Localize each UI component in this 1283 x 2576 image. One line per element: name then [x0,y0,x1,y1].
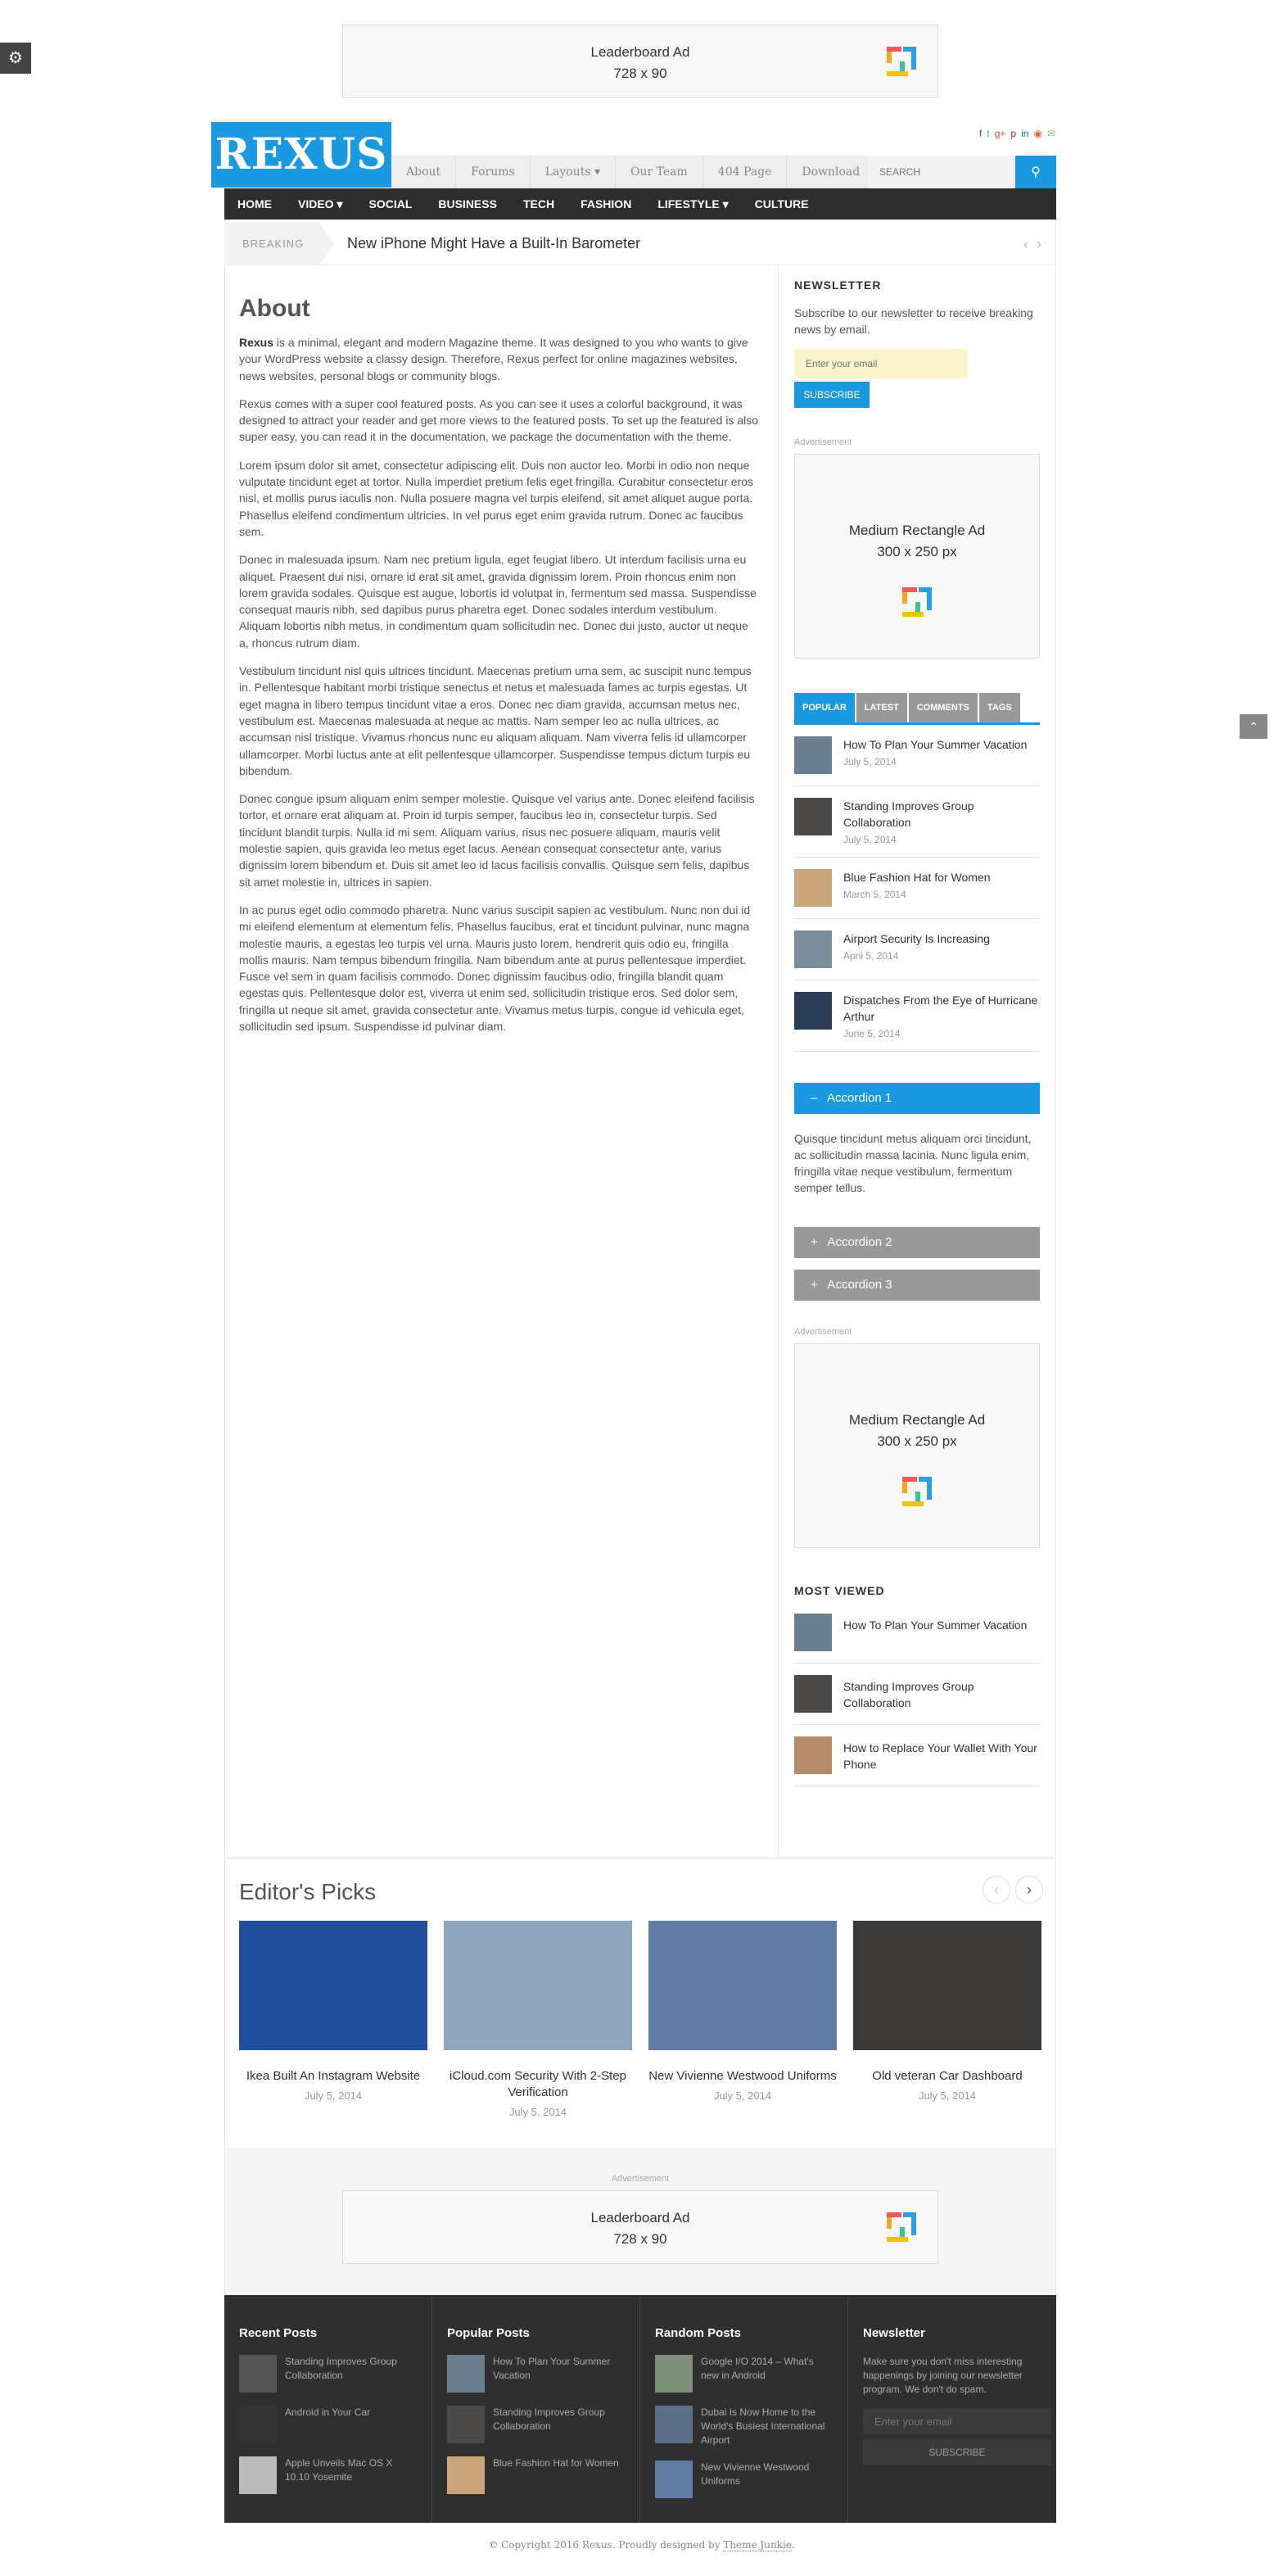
editors-pick-card[interactable] [648,1921,837,2118]
editors-pick-card[interactable] [444,1921,632,2118]
ad-logo-icon [883,43,919,79]
post-title[interactable]: How To Plan Your Summer Vacation [843,738,1028,751]
pinterest-icon[interactable]: p [1010,128,1017,139]
list-item[interactable] [794,1725,1040,1786]
footer-thumbnail[interactable] [239,2406,277,2443]
copyright-text: © Copyright 2016 Rexus. Proudly designed by [488,2539,724,2551]
footer-email-input[interactable] [863,2408,1051,2434]
post-thumbnail[interactable] [794,992,832,1030]
footer-recent-posts [224,2295,432,2523]
accordion [794,1083,1040,1301]
topnav-item[interactable]: About [391,156,456,188]
post-title[interactable]: How To Plan Your Summer Vacation [843,1618,1028,1632]
ad-line2: 728 x 90 [613,66,667,81]
breaking-arrows[interactable] [1023,236,1041,253]
paragraph-text: is a minimal, elegant and modern Magazine theme. It was designed to you who wants to give your WordPress website a classy design. Therefore, Rexus perfect for online magazines websites, news websites, personal blogs or community blogs. [239,336,748,383]
footer-post-title[interactable]: How To Plan Your Summer Vacation [493,2356,611,2381]
mainnav-item[interactable]: VIDEO ▾ [298,197,343,211]
next-arrow-icon[interactable]: › [1037,236,1041,252]
brand-name: Rexus [239,336,274,349]
tab-tags[interactable]: TAGS [979,693,1020,722]
post-info [843,992,1040,1039]
footer-newsletter-text: Make sure you don't miss interesting happenings by joining our newsletter program. We don't do spam. [863,2356,1023,2395]
footer-post-title[interactable]: New Vivienne Westwood Uniforms [701,2461,810,2487]
ad-line1: Medium Rectangle Ad [848,1412,986,1428]
post-title[interactable]: How to Replace Your Wallet With Your Phone [843,1741,1037,1771]
editors-pick-date: July 5, 2014 [508,2106,567,2118]
footer-post-title[interactable]: Android in Your Car [285,2406,371,2418]
editors-picks-title: Editor's Picks [239,1879,377,1904]
sidebar-divider [778,265,779,1858]
post-title[interactable]: Blue Fashion Hat for Women [843,871,991,884]
most-viewed-title: MOST VIEWED [794,1584,885,1597]
footer-thumbnail[interactable] [655,2355,693,2393]
post-info [843,736,1027,774]
search-button[interactable] [1015,156,1056,188]
post-title[interactable]: Dispatches From the Eye of Hurricane Arthur [843,994,1038,1023]
article-paragraph: Rexus comes with a super cool featured posts. As you can see it uses a colorful background, it was designed to attract your reader and get more views to the featured posts. To set up the featured is also super easy, you can read it in the documentation, we package the documentation with the theme. [239,396,759,444]
footer-list-item[interactable] [239,2406,417,2443]
post-thumbnail[interactable] [794,1736,832,1774]
email-icon[interactable]: ✉ [1046,128,1055,139]
editors-pick-title[interactable]: Old veteran Car Dashboard [872,2069,1023,2083]
footer-list-item[interactable] [655,2461,833,2498]
ad-line1: Leaderboard Ad [590,2210,690,2225]
editors-pick-image[interactable] [853,1921,1041,2050]
post-thumbnail[interactable] [794,736,832,774]
back-to-top-icon[interactable]: ⌃ [1240,714,1267,739]
post-date: March 5, 2014 [843,889,906,900]
footer-post-title[interactable]: Dubai Is Now Home to the World's Busiest International Airport [701,2406,825,2446]
footer-post-title[interactable]: Google I/O 2014 – What's new in Android [701,2356,814,2381]
ad-line2: 300 x 250 px [877,544,957,559]
sidebar [794,278,1040,1786]
post-date: July 5, 2014 [843,834,897,845]
list-item[interactable] [794,980,1040,1052]
footer-list-item[interactable] [655,2355,833,2393]
tab-popular[interactable]: POPULAR [794,693,855,722]
advertisement-label: Advertisement [794,1327,852,1337]
ad-line1: Leaderboard Ad [590,44,690,60]
leaderboard-ad-bottom[interactable] [342,2190,938,2264]
footer-post-title[interactable]: Apple Unveils Mac OS X 10.10 Yosemite [285,2457,393,2483]
copyright-suffix: . [791,2539,795,2551]
post-thumbnail[interactable] [794,1614,832,1651]
footer [224,2295,1056,2523]
footer-col-title: Popular Posts [447,2326,530,2340]
bottom-ad-section [225,2148,1055,2295]
article-paragraph: In ac purus eget odio commodo pharetra. Nunc varius suscipit sapien ac vestibulum. Nunc non dui id mi eleifend elementum at elementum felis. Phasellus faucibus, erat et tincidunt pulvinar, nunc magna molestie mauris, a egestas leo turpis vel urna. Mauris justo lorem, hendrerit quis odio eu, fringilla mollis mauris. Nam tempus bibendum fringilla. Nam bibendum ante at purus pellentesque imperdiet. Fusce vel sem in quam facilisis commodo. Donec dignissim faucibus odio, fringilla blandit quam egestas quis. Pellentesque dolor est, viverra ut enim sed, sollicitudin tristique eros. Sed dolor sem, fringilla ut neque sit amet, gravida consectetur ante. Vivamus metus turpis, congue id vehicula eget, sollicitudin sed ipsum. Suspendisse id pulvinar diam. [239,903,751,1033]
footer-list-item[interactable] [447,2406,625,2443]
tab-latest[interactable]: LATEST [856,693,907,722]
mainnav-item[interactable]: CULTURE [754,197,809,211]
footer-list-item[interactable] [655,2406,833,2447]
post-thumbnail[interactable] [794,1675,832,1713]
accordion-header[interactable]: – Accordion 1 [794,1083,1040,1114]
footer-col-title: Recent Posts [239,2326,318,2340]
newsletter-title: NEWSLETTER [794,278,882,292]
popular-posts-list [794,725,1040,1052]
search-icon: ⚲ [1031,165,1041,179]
footer-post-title[interactable]: Standing Improves Group Collaboration [493,2406,605,2432]
accordion-header[interactable]: + Accordion 2 [794,1227,1040,1258]
post-thumbnail[interactable] [794,798,832,835]
ad-line2: 728 x 90 [613,2231,667,2247]
advertisement-label: Advertisement [794,437,852,447]
accordion-body: Quisque tincidunt metus aliquam orci tincidunt, ac sollicitudin massa lacinia. Nunc ligula enim, fringilla vitae neque vestibulum, fermentum semper tellus. [794,1132,1032,1194]
editors-pick-title[interactable]: iCloud.com Security With 2-Step Verification [450,2069,626,2099]
medium-rectangle-ad[interactable] [794,454,1040,659]
editors-prev-arrow-icon[interactable]: ‹ [983,1876,1010,1904]
post-date: June 5, 2014 [843,1028,901,1039]
post-title[interactable]: Standing Improves Group Collaboration [843,799,974,829]
footer-list-item[interactable] [447,2355,625,2393]
most-viewed-list [794,1602,1040,1786]
list-item[interactable] [794,786,1040,858]
editors-pick-image[interactable] [444,1921,632,2050]
footer-random-posts [640,2295,848,2523]
post-date: July 5, 2014 [843,756,897,767]
article-paragraph [239,334,760,384]
footer-thumbnail[interactable] [447,2406,485,2443]
footer-thumbnail[interactable] [239,2456,277,2494]
ad-logo-icon [883,2209,919,2245]
editors-pick-card[interactable] [239,1921,427,2118]
linkedin-icon[interactable]: in [1021,128,1029,139]
mainnav-item[interactable]: LIFESTYLE ▾ [657,197,729,211]
footer-thumbnail[interactable] [447,2456,485,2494]
prev-arrow-icon[interactable]: ‹ [1023,236,1028,252]
mainnav-item[interactable]: SOCIAL [368,197,413,211]
editors-picks-list [239,1921,1041,2118]
page-title: About [239,295,310,322]
list-item[interactable] [794,858,1040,919]
breaking-news-bar [224,223,1056,265]
post-title[interactable]: Airport Security Is Increasing [843,932,990,945]
footer-post-title[interactable]: Blue Fashion Hat for Women [493,2457,619,2469]
list-item[interactable] [794,725,1040,786]
ad-line2: 300 x 250 px [877,1433,957,1449]
editors-pick-image[interactable] [239,1921,427,2050]
theme-junkie-link[interactable]: Theme Junkie [723,2539,792,2551]
ad-logo-icon [899,1474,935,1510]
topnav-item[interactable]: Layouts ▾ [531,156,616,188]
list-item[interactable] [794,919,1040,980]
mainnav-item[interactable]: FASHION [581,197,632,211]
editors-pick-date: July 5, 2014 [304,2089,363,2102]
footer-post-title[interactable]: Standing Improves Group Collaboration [285,2356,397,2381]
rss-icon[interactable]: ◉ [1033,128,1042,139]
tab-comments[interactable]: COMMENTS [909,693,978,722]
breaking-headline[interactable]: New iPhone Might Have a Built-In Barometer [347,235,641,251]
newsletter-subscribe-button[interactable]: SUBSCRIBE [794,382,870,408]
footer-col-title: Random Posts [655,2326,742,2340]
mainnav-item[interactable]: BUSINESS [438,197,497,211]
editors-pick-title[interactable]: New Vivienne Westwood Uniforms [648,2069,837,2083]
topnav-item[interactable]: 404 Page [703,156,788,188]
footer-thumbnail[interactable] [655,2461,693,2498]
editors-pick-date: July 5, 2014 [918,2089,977,2102]
topnav-item[interactable]: Our Team [616,156,703,188]
post-info [843,930,990,968]
facebook-icon[interactable]: f [979,128,983,139]
topnav-item[interactable]: Download [787,156,875,188]
footer-thumbnail[interactable] [239,2355,277,2393]
footer-subscribe-button[interactable]: SUBSCRIBE [863,2439,1051,2465]
article [239,295,760,1046]
list-item[interactable] [794,1664,1040,1725]
post-info [843,869,991,907]
top-navigation [391,156,875,188]
article-paragraph: Donec congue ipsum aliquam enim semper molestie. Quisque vel varius ante. Donec eleifend facilisis tortor, et ornare erat aliquam at. Proin id turpis semper, faucibus leo in, consectetur turpis. Sed tincidunt blandit turpis. Nulla id mi sem. Aliquam varius, risus nec posuere aliquam, mauris velit molestie sapien, quis gravida leo metus eget lacus. Aenean consequat consectetur ante, varius dignissim lorem bibendum et. Duis sit amet leo id lacus facilisis convallis. Quisque sem felis, dapibus sit amet molestie in, ultrices in sapien. [239,792,755,889]
post-thumbnail[interactable] [794,869,832,907]
ad-line1: Medium Rectangle Ad [848,523,986,538]
twitter-icon[interactable]: t [987,128,990,139]
sidebar-tabs [794,693,1040,725]
post-info [843,798,1040,845]
social-icons [979,128,1055,139]
footer-thumbnail[interactable] [655,2406,693,2443]
list-item[interactable] [794,1602,1040,1664]
footer-col-title: Newsletter [863,2326,925,2340]
footer-popular-posts [432,2295,640,2523]
article-paragraph: Lorem ipsum dolor sit amet, consectetur adipiscing elit. Duis non auctor leo. Morbi in odio non neque vulputate tincidunt eget at tortor. Nulla imperdiet pretium felis eget fringilla. Curabitur consectetur eros nisl, et mollis purus iaculis non. Nulla posuere magna vel turpis eleifend, sit amet aliquet augue porta. Phasellus eleifend condimentum ultricies. In vel purus eget enim gravida rutrum. Donec ac faucibus sem. [239,458,753,538]
footer-thumbnail[interactable] [447,2355,485,2393]
settings-gear-icon[interactable]: ⚙ [0,43,31,74]
post-thumbnail[interactable] [794,930,832,968]
main-navigation [224,188,1056,220]
editors-pick-image[interactable] [648,1921,837,2050]
site-logo[interactable]: REXUS [211,122,391,188]
editors-next-arrow-icon[interactable]: › [1015,1876,1043,1904]
editors-picks [239,1879,376,1905]
ad-logo-icon [899,584,935,620]
breaking-label: BREAKING [224,223,319,265]
newsletter-email-input[interactable] [794,349,968,378]
copyright [0,2539,1283,2551]
accordion-header[interactable]: + Accordion 3 [794,1270,1040,1301]
footer-list-item[interactable] [239,2355,417,2393]
post-title[interactable]: Standing Improves Group Collaboration [843,1680,974,1709]
medium-rectangle-ad[interactable] [794,1343,1040,1548]
footer-list-item[interactable] [239,2456,417,2494]
editors-pick-card[interactable] [853,1921,1041,2118]
advertisement-label: Advertisement [611,2174,670,2184]
article-paragraph: Donec in malesuada ipsum. Nam nec pretium ligula, eget feugiat libero. Ut interdum facilisis urna eu aliquet. Praesent dui nisi, ornare id erat sit amet, gravida dignissim lorem. Proin rhoncus enim non lorem gravida sodales. Quisque est augue, lobortis id volutpat in, fermentum sed massa. Suspendisse consequat mauris nibh, sed dapibus purus pharetra eget. Donec sodales interdum vestibulum. Aliquam lobortis nibh metus, in condimentum quam sollicitudin nec. Donec dui justo, auctor ut neque a, rhoncus rutrum diam. [239,553,757,650]
post-date: April 5, 2014 [843,950,899,962]
newsletter-text: Subscribe to our newsletter to receive breaking news by email. [794,306,1033,336]
footer-list-item[interactable] [447,2456,625,2494]
footer-newsletter [848,2295,1056,2523]
search-input[interactable] [868,156,1015,188]
mainnav-item[interactable]: TECH [522,197,555,211]
editors-pick-date: July 5, 2014 [713,2089,772,2102]
article-paragraph: Vestibulum tincidunt nisl quis ultrices tincidunt. Maecenas pretium urna sem, ac suscipit nunc tempus in. Pellentesque habitant morbi tristique senectus et netus et malesuada fames ac turpis egestas. Ut eget magna in libero tempus tincidunt vitae a eros. Donec nec diam gravida, accumsan metus nec, vestibulum est. Maecenas malesuada at neque ac mattis. Nam semper leo ac nulla ultrices, ac accumsan nisl tristique. Vivamus rhoncus nunc eu aliquam aliquam. Nam viverra felis id ullamcorper ullamcorper. Morbi luctus ante at elit pellentesque ullamcorper. Suspendisse tempus dictum turpis eu bibendum. [239,664,752,777]
mainnav-item[interactable]: HOME [237,197,272,211]
topnav-item[interactable]: Forums [456,156,531,188]
leaderboard-ad-top[interactable] [342,25,938,98]
editors-pick-title[interactable]: Ikea Built An Instagram Website [246,2069,421,2083]
googleplus-icon[interactable]: g+ [994,128,1006,139]
